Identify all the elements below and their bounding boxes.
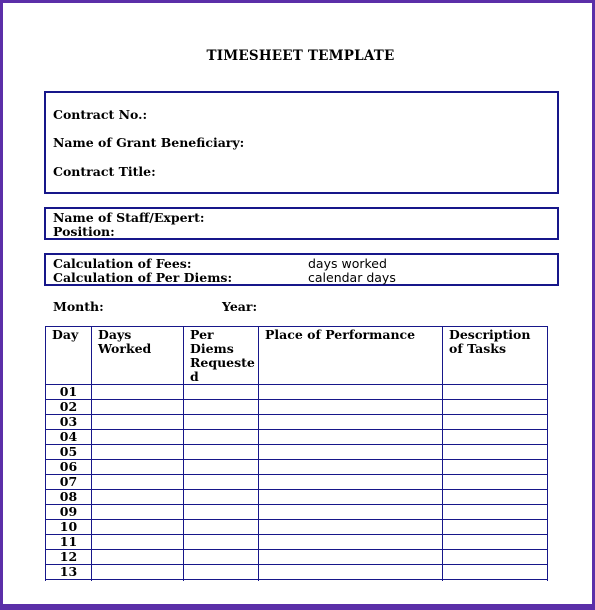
description-cell[interactable]: [443, 430, 548, 445]
fees-value: days worked: [308, 256, 387, 271]
place-cell[interactable]: [259, 490, 443, 505]
table-row: [46, 415, 548, 430]
day-cell: 06: [46, 460, 92, 475]
per-diems-cell[interactable]: [184, 460, 259, 475]
per-diems-cell[interactable]: [184, 400, 259, 415]
place-cell[interactable]: [259, 550, 443, 565]
place-cell[interactable]: [259, 475, 443, 490]
per-diems-cell[interactable]: [184, 550, 259, 565]
header-description: Description of Tasks: [443, 327, 548, 385]
day-cell: 13: [46, 565, 92, 580]
description-cell[interactable]: [443, 550, 548, 565]
table-row: [46, 490, 548, 505]
per-diems-cell[interactable]: [184, 445, 259, 460]
days-worked-cell[interactable]: [92, 415, 184, 430]
position-label: Position:: [53, 224, 115, 239]
table-row: [46, 535, 548, 550]
place-cell[interactable]: [259, 520, 443, 535]
place-cell[interactable]: [259, 430, 443, 445]
day-cell: 10: [46, 520, 92, 535]
description-cell[interactable]: [443, 475, 548, 490]
description-cell[interactable]: [443, 385, 548, 400]
day-cell: 09: [46, 505, 92, 520]
perdiem-label: Calculation of Per Diems:: [53, 270, 233, 285]
document-title: TIMESHEET TEMPLATE: [206, 48, 395, 64]
place-cell[interactable]: [259, 565, 443, 580]
place-cell[interactable]: [259, 400, 443, 415]
place-cell[interactable]: [259, 385, 443, 400]
grant-beneficiary-label: Name of Grant Beneficiary:: [53, 135, 245, 150]
header-place: Place of Performance: [259, 327, 443, 385]
description-cell[interactable]: [443, 565, 548, 580]
page-bottom-edge: [3, 581, 595, 610]
day-cell: 11: [46, 535, 92, 550]
per-diems-cell[interactable]: [184, 385, 259, 400]
description-cell[interactable]: [443, 415, 548, 430]
days-worked-cell[interactable]: [92, 460, 184, 475]
description-cell[interactable]: [443, 400, 548, 415]
description-cell[interactable]: [443, 520, 548, 535]
fees-label: Calculation of Fees:: [53, 256, 192, 271]
days-worked-cell[interactable]: [92, 400, 184, 415]
days-worked-cell[interactable]: [92, 445, 184, 460]
timesheet-table: [45, 326, 548, 595]
day-cell: 08: [46, 490, 92, 505]
staff-name-label: Name of Staff/Expert:: [53, 210, 205, 225]
day-cell: 03: [46, 415, 92, 430]
days-worked-cell[interactable]: [92, 565, 184, 580]
place-cell[interactable]: [259, 445, 443, 460]
per-diems-cell[interactable]: [184, 430, 259, 445]
per-diems-cell[interactable]: [184, 565, 259, 580]
days-worked-cell[interactable]: [92, 490, 184, 505]
place-cell[interactable]: [259, 415, 443, 430]
month-label: Month:: [53, 299, 104, 314]
per-diems-cell[interactable]: [184, 535, 259, 550]
day-cell: 02: [46, 400, 92, 415]
day-cell: 12: [46, 550, 92, 565]
table-row: [46, 520, 548, 535]
per-diems-cell[interactable]: [184, 415, 259, 430]
per-diems-cell[interactable]: [184, 505, 259, 520]
contract-no-label: Contract No.:: [53, 107, 148, 122]
days-worked-cell[interactable]: [92, 475, 184, 490]
table-row: [46, 565, 548, 580]
place-cell[interactable]: [259, 460, 443, 475]
header-per-diems: Per Diems Requeste d: [184, 327, 259, 385]
table-row: [46, 505, 548, 520]
description-cell[interactable]: [443, 490, 548, 505]
description-cell[interactable]: [443, 505, 548, 520]
table-row: [46, 445, 548, 460]
days-worked-cell[interactable]: [92, 385, 184, 400]
place-cell[interactable]: [259, 505, 443, 520]
contract-info-box: [44, 91, 559, 194]
per-diems-cell[interactable]: [184, 520, 259, 535]
days-worked-cell[interactable]: [92, 505, 184, 520]
day-cell: 05: [46, 445, 92, 460]
table-row: [46, 475, 548, 490]
year-label: Year:: [222, 299, 258, 314]
table-header-row: [46, 327, 548, 385]
table-row: [46, 460, 548, 475]
table-row: [46, 385, 548, 400]
header-days-worked: Days Worked: [92, 327, 184, 385]
description-cell[interactable]: [443, 460, 548, 475]
days-worked-cell[interactable]: [92, 430, 184, 445]
day-cell: 01: [46, 385, 92, 400]
table-row: [46, 430, 548, 445]
perdiem-value: calendar days: [308, 270, 396, 285]
header-day: Day: [46, 327, 92, 385]
table-row: [46, 550, 548, 565]
days-worked-cell[interactable]: [92, 535, 184, 550]
staff-info-box: [44, 207, 559, 240]
table-row: [46, 400, 548, 415]
per-diems-cell[interactable]: [184, 490, 259, 505]
per-diems-cell[interactable]: [184, 475, 259, 490]
description-cell[interactable]: [443, 535, 548, 550]
days-worked-cell[interactable]: [92, 550, 184, 565]
contract-title-label: Contract Title:: [53, 164, 156, 179]
fees-box: [44, 253, 559, 286]
place-cell[interactable]: [259, 535, 443, 550]
day-cell: 07: [46, 475, 92, 490]
days-worked-cell[interactable]: [92, 520, 184, 535]
day-cell: 04: [46, 430, 92, 445]
description-cell[interactable]: [443, 445, 548, 460]
